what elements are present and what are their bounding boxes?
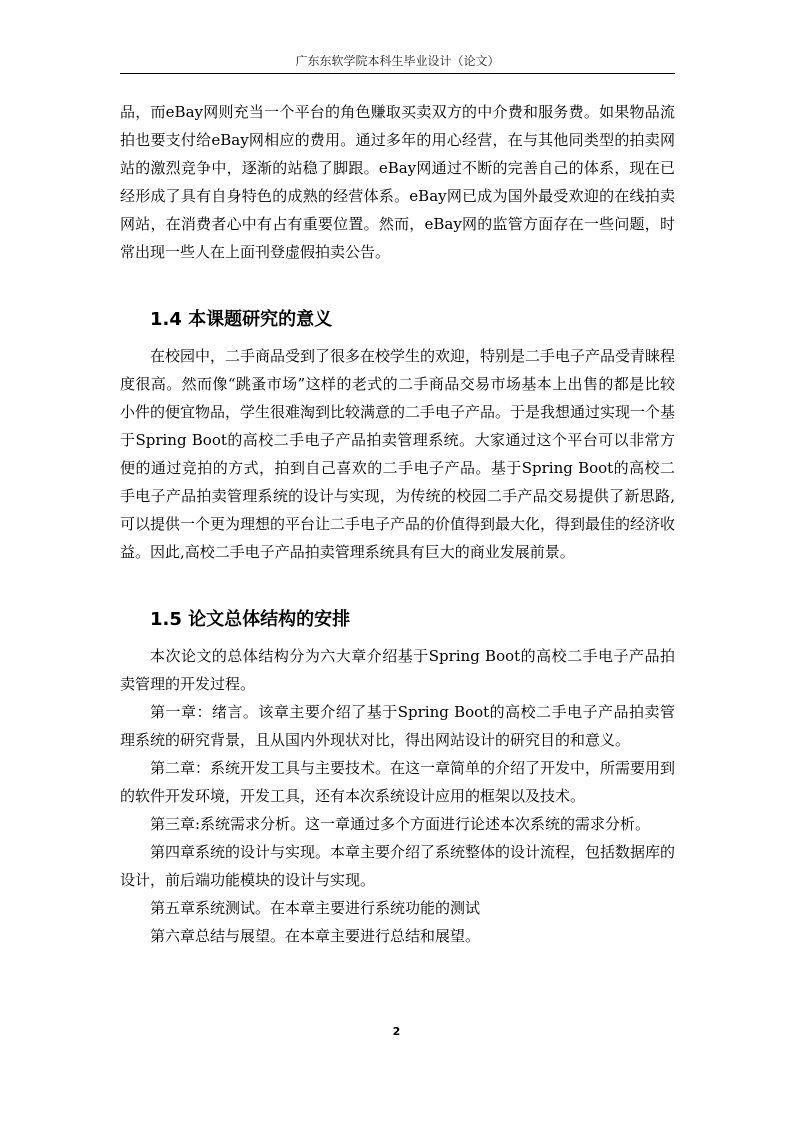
paragraph-chapter-3: 第三章:系统需求分析。这一章通过多个方面进行论述本次系统的需求分析。 [150,815,651,833]
section-heading-1-5: 1.5 论文总体结构的安排 [150,609,351,630]
paragraph-chapter-2: 第二章：系统开发工具与主要技术。在这一章简单的介绍了开发中，所需要用到的软件开发环境，开发工具，还有本次系统设计应用的框架以及技术。 [120,759,676,805]
page-number: 2 [392,1025,401,1038]
header-rule [120,73,675,74]
body-content [120,98,675,950]
section-heading-1-4: 1.4 本课题研究的意义 [150,309,333,330]
running-header: 广东东软学院本科生毕业设计（论文） [295,54,500,68]
paragraph-significance: 在校园中，二手商品受到了很多在校学生的欢迎，特别是二手电子产品受青睐程度很高。然而像“跳蚤市场”这样的老式的二手商品交易市场基本上出售的都是比较小件的便宜物品，学生很难淘到比较满意的二手电子产品。于是我想通过实现一个基于Spring Boot的高校二手电子产品拍卖管理系统。大家通过这个平台可以非常方便的通过竞拍的方式，拍到自己喜欢的二手电子产品。基于Spring Boot的高校二手电子产品拍卖管理系统的设计与实现，为传统的校园二手产品交易提供了新思路,可以提供一个更为理想的平台让二手电子产品的价值得到最大化，得到最佳的经济收益。因此,高校二手电子产品拍卖管理系统具有巨大的商业发展前景。 [120,347,676,561]
paragraph-chapter-5: 第五章系统测试。在本章主要进行系统功能的测试 [150,899,481,917]
paragraph-chapter-4: 第四章系统的设计与实现。本章主要介绍了系统整体的设计流程，包括数据库的设计，前后端功能模块的设计与实现。 [120,843,676,889]
paragraph-chapter-1: 第一章：绪言。该章主要介绍了基于Spring Boot的高校二手电子产品拍卖管理系统的研究背景，且从国内外现状对比，得出网站设计的研究目的和意义。 [120,703,675,749]
paragraph-ebay: 品，而eBay网则充当一个平台的角色赚取买卖双方的中介费和服务费。如果物品流拍也要支付给eBay网相应的费用。通过多年的用心经营，在与其他同类型的拍卖网站的激烈竞争中，逐渐的站稳了脚跟。eBay网通过不断的完善自己的体系，现在已经形成了具有自身特色的成熟的经营体系。eBay网已成为国外最受欢迎的在线拍卖网站，在消费者心中有占有重要位置。然而，eBay网的监管方面存在一些问题，时常出现一些人在上面刊登虚假拍卖公告。 [120,103,675,261]
paragraph-chapter-6: 第六章总结与展望。在本章主要进行总结和展望。 [150,927,481,945]
paragraph-structure-intro: 本次论文的总体结构分为六大章介绍基于Spring Boot的高校二手电子产品拍卖管理的开发过程。 [120,647,675,693]
